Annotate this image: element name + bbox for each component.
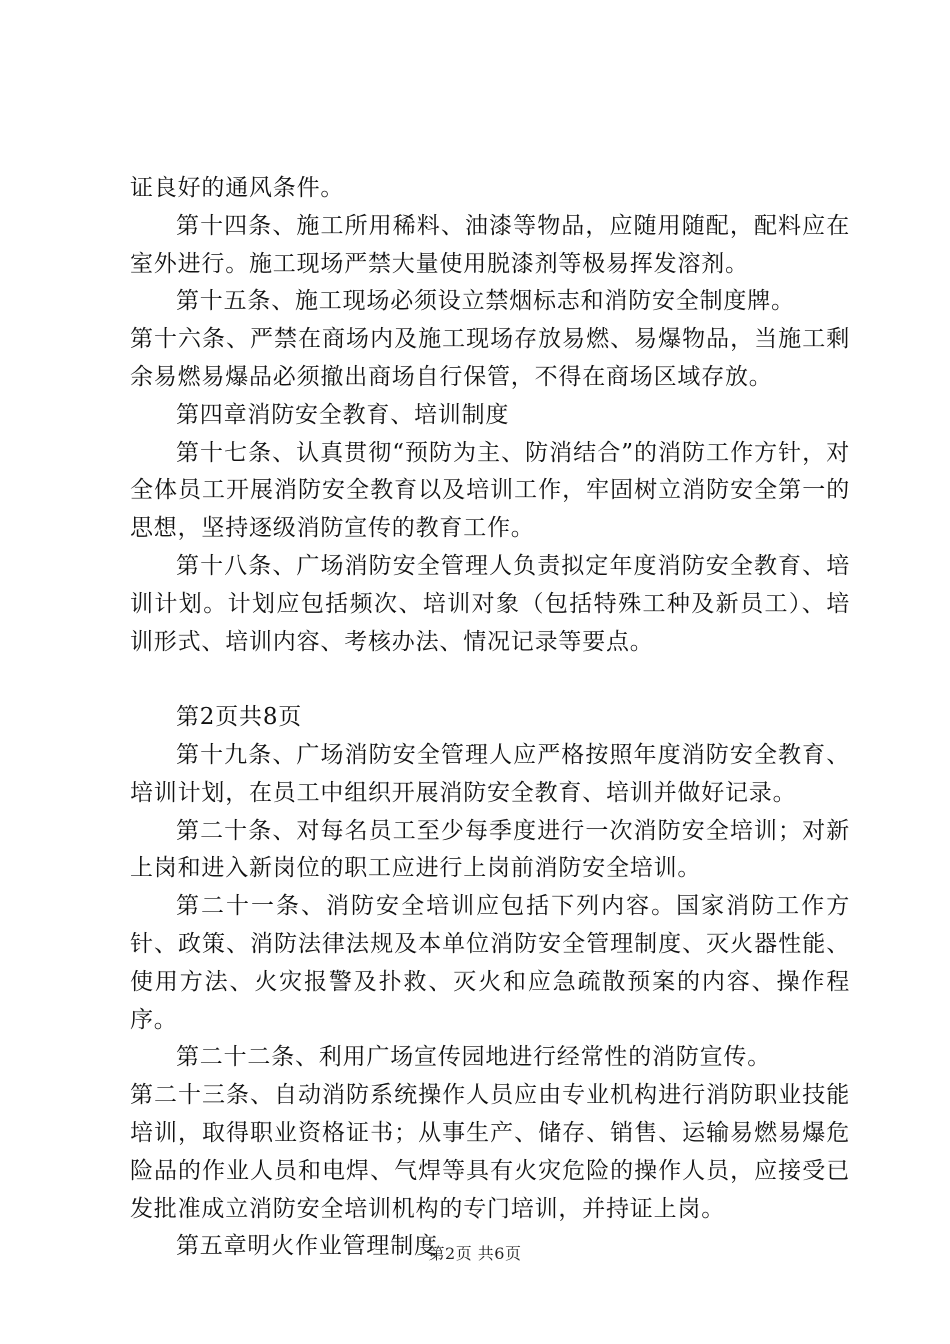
paragraph: 第十六条、严禁在商场内及施工现场存放易燃、易爆物品，当施工剩余易燃易爆品必须撤出商场自行保管，不得在商场区域存放。 xyxy=(130,326,850,390)
paragraph: 第二十一条、消防安全培训应包括下列内容。国家消防工作方针、政策、消防法律法规及本单位消防安全管理制度、灭火器性能、使用方法、火灾报警及扑救、灭火和应急疏散预案的内容、操作程序。 xyxy=(130,893,850,1033)
paragraph: 第二十三条、自动消防系统操作人员应由专业机构进行消防职业技能培训，取得职业资格证书；从事生产、储存、销售、运输易燃易爆危险品的作业人员和电焊、气焊等具有火灾危险的操作人员，应接受已发批准成立消防安全培训机构的专门培训，并持证上岗。 xyxy=(130,1082,850,1222)
paragraph: 第十九条、广场消防安全管理人应严格按照年度消防安全教育、培训计划，在员工中组织开展消防安全教育、培训并做好记录。 xyxy=(130,741,850,806)
paragraph-gap xyxy=(130,661,850,699)
document-body xyxy=(130,170,850,1266)
inline-page-marker: 第2页共8页 xyxy=(176,704,303,731)
paragraph: 第二十条、对每名员工至少每季度进行一次消防安全培训；对新上岗和进入新岗位的职工应进行上岗前消防安全培训。 xyxy=(130,817,850,882)
paragraph: 证良好的通风条件。 xyxy=(130,175,345,201)
chapter-heading: 第四章消防安全教育、培训制度 xyxy=(176,401,510,428)
paragraph: 第十五条、施工现场必须设立禁烟标志和消防安全制度牌。 xyxy=(176,288,795,315)
paragraph: 第十七条、认真贯彻“预防为主、防消结合”的消防工作方针，对全体员工开展消防安全教育以及培训工作，牢固树立消防安全第一的思想，坚持逐级消防宣传的教育工作。 xyxy=(130,439,850,542)
paragraph: 第十八条、广场消防安全管理人负责拟定年度消防安全教育、培训计划。计划应包括频次、培训对象（包括特殊工种及新员工）、培训形式、培训内容、考核办法、情况记录等要点。 xyxy=(130,552,850,655)
chapter-heading: 第五章明火作业管理制度 xyxy=(176,1233,438,1260)
paragraph: 第十四条、施工所用稀料、油漆等物品，应随用随配，配料应在室外进行。施工现场严禁大量使用脱漆剂等极易挥发溶剂。 xyxy=(130,212,850,277)
paragraph: 第二十二条、利用广场宣传园地进行经常性的消防宣传。 xyxy=(176,1044,771,1071)
page-footer: 第2页 共6页 xyxy=(428,1244,522,1263)
